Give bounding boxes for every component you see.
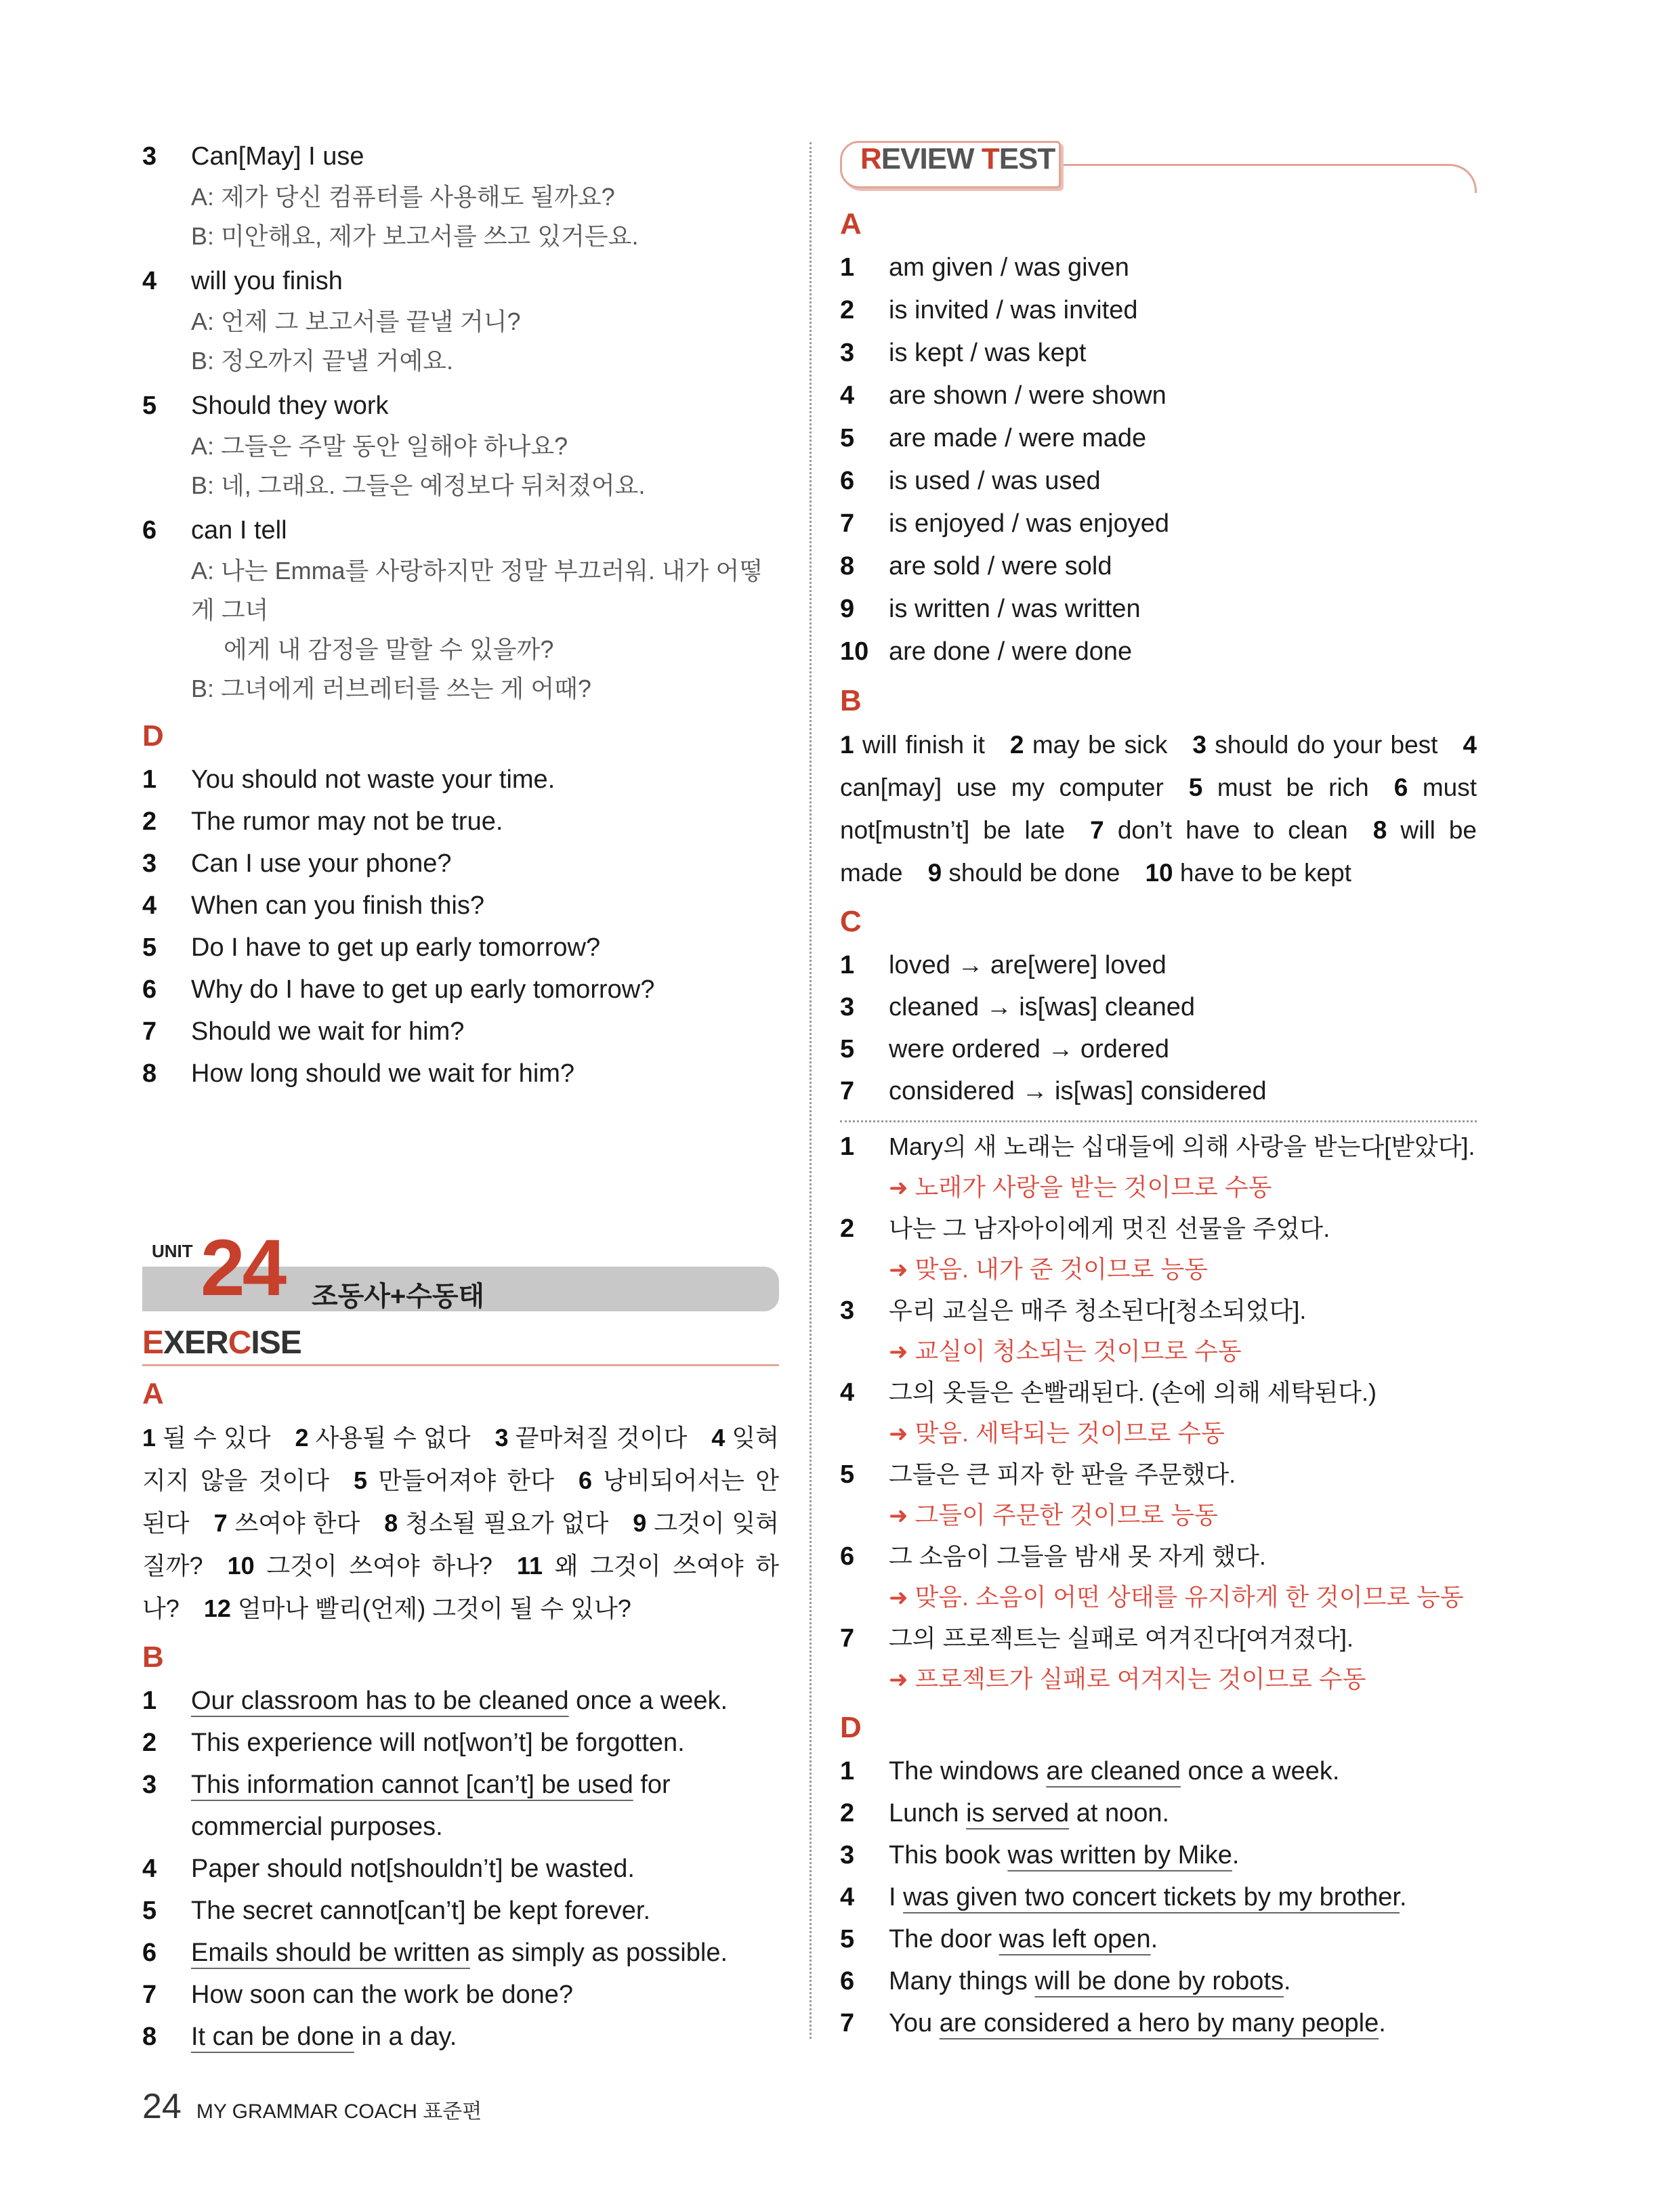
explanation-text: 그 소음이 그들을 밤새 못 자게 했다. bbox=[889, 1542, 1266, 1570]
item-text: will be made bbox=[840, 816, 1477, 887]
list-item bbox=[840, 1834, 1477, 1876]
dialogue-b: B: 정오까지 끝낼 거예요. bbox=[191, 347, 454, 375]
item-number: 4 bbox=[840, 1378, 855, 1407]
item-number: 3 bbox=[142, 849, 157, 878]
underlined-answer: Our classroom has to be cleaned bbox=[191, 1687, 569, 1715]
list-item bbox=[142, 509, 779, 708]
list-item bbox=[840, 1876, 1477, 1918]
item-number: 3 bbox=[142, 142, 157, 171]
answer-text: 교실이 청소되는 것이므로 수동 bbox=[915, 1337, 1242, 1365]
item-number: 5 bbox=[142, 933, 157, 962]
answer-list-d bbox=[142, 759, 779, 1095]
item-number: 7 bbox=[142, 1017, 157, 1046]
item-text: 될 수 있다 bbox=[163, 1424, 271, 1452]
item-text: 사용될 수 없다 bbox=[315, 1424, 471, 1452]
item-number: 9 bbox=[840, 595, 855, 623]
item-text bbox=[191, 1848, 779, 1890]
answer-text: 맞음. 내가 준 것이므로 능동 bbox=[915, 1255, 1209, 1283]
underlined-answer: will be done by robots bbox=[1034, 1967, 1284, 1995]
item-number: 5 bbox=[142, 1897, 157, 1925]
item-text: are sold / were sold bbox=[889, 552, 1112, 580]
explanation-answer bbox=[889, 1495, 1477, 1536]
arrow-icon: ➜ bbox=[889, 1667, 908, 1693]
item-text: are shown / were shown bbox=[889, 381, 1167, 410]
answer-post: . bbox=[1379, 2009, 1386, 2037]
list-item bbox=[840, 545, 1477, 588]
explanation-item bbox=[840, 1536, 1477, 1618]
answer-rest: How soon can the work be done? bbox=[191, 1981, 574, 2009]
list-item bbox=[840, 1028, 1477, 1070]
item-number: 3 bbox=[142, 1771, 157, 1799]
item-number: 4 bbox=[1463, 731, 1477, 759]
list-item bbox=[840, 1960, 1477, 2002]
list-item bbox=[142, 1722, 779, 1764]
item-number: 12 bbox=[203, 1594, 231, 1622]
review-a-answers bbox=[840, 247, 1477, 673]
item-number: 7 bbox=[1090, 816, 1104, 844]
answer-rest: The secret cannot[can’t] be kept forever. bbox=[191, 1897, 651, 1925]
item-number: 11 bbox=[516, 1552, 543, 1580]
item-text: 낭비되어서는 안 된다 bbox=[142, 1466, 779, 1537]
item-number: 5 bbox=[840, 1460, 855, 1489]
item-number: 6 bbox=[840, 1967, 855, 1995]
answer-post: at noon. bbox=[1069, 1799, 1170, 1827]
item-text: When can you finish this? bbox=[191, 891, 485, 920]
item-number: 10 bbox=[227, 1552, 255, 1580]
item-number: 1 bbox=[142, 765, 157, 794]
item-text: are made / were made bbox=[889, 424, 1147, 452]
underlined-answer: are cleaned bbox=[1046, 1757, 1181, 1785]
answer-pre: Many things bbox=[889, 1967, 1035, 1995]
item-text: is kept / was kept bbox=[889, 339, 1087, 367]
item-number: 6 bbox=[142, 1939, 157, 1967]
review-c-answers bbox=[840, 944, 1477, 1112]
item-number: 6 bbox=[142, 975, 157, 1004]
item-text: am given / was given bbox=[889, 253, 1129, 282]
exercise-rule bbox=[142, 1364, 779, 1366]
header-line bbox=[1064, 164, 1477, 193]
section-label-a: A bbox=[142, 1377, 164, 1410]
answer-text: 그들이 주문한 것이므로 능동 bbox=[915, 1501, 1218, 1529]
item-text: 그것이 잊혀질까? bbox=[142, 1509, 779, 1580]
list-item bbox=[840, 631, 1477, 673]
list-item bbox=[840, 460, 1477, 503]
item-text bbox=[191, 1680, 779, 1722]
list-item bbox=[840, 332, 1477, 375]
answer-post: . bbox=[1284, 1967, 1291, 1995]
unit-number: 24 bbox=[201, 1223, 285, 1313]
answer-rest: once a week. bbox=[568, 1687, 728, 1715]
item-number: 1 bbox=[142, 1687, 157, 1715]
item-text: will you finish bbox=[191, 267, 343, 295]
explanation-row bbox=[840, 1618, 1477, 1659]
list-item bbox=[142, 1680, 779, 1722]
item-number: 3 bbox=[495, 1424, 509, 1452]
list-item bbox=[840, 375, 1477, 417]
item-number: 1 bbox=[840, 951, 855, 979]
answer-post: . bbox=[1232, 1841, 1240, 1869]
underlined-answer: Emails should be written bbox=[191, 1939, 470, 1967]
answer-pre: Lunch bbox=[889, 1799, 967, 1827]
list-item bbox=[840, 1792, 1477, 1834]
item-text: 얼마나 빨리(언제) 그것이 될 수 있나? bbox=[237, 1594, 631, 1622]
arrow-icon: ➜ bbox=[889, 1585, 908, 1611]
underlined-answer: was written by Mike bbox=[1007, 1841, 1232, 1869]
arrow-icon: ➜ bbox=[889, 1339, 908, 1365]
item-text: is enjoyed / was enjoyed bbox=[889, 509, 1170, 538]
list-item bbox=[840, 503, 1477, 545]
item-text: Should they work bbox=[191, 392, 389, 420]
list-item bbox=[142, 385, 779, 505]
unit-header bbox=[142, 1223, 779, 1314]
list-item bbox=[142, 1053, 779, 1095]
item-text: is used / was used bbox=[889, 467, 1101, 495]
explanation-item bbox=[840, 1208, 1477, 1290]
dialogue-b: B: 그녀에게 러브레터를 쓰는 게 어때? bbox=[191, 675, 591, 702]
item-number: 1 bbox=[142, 1424, 156, 1452]
item-number: 4 bbox=[840, 381, 855, 410]
item-number: 4 bbox=[142, 267, 157, 295]
list-item bbox=[142, 1890, 779, 1932]
dialogue-a: A: 제가 당신 컴퓨터를 사용해도 될까요? bbox=[191, 183, 615, 211]
item-number: 8 bbox=[142, 1059, 157, 1088]
dotted-separator bbox=[840, 1120, 1477, 1122]
item-text: cleaned → is[was] cleaned bbox=[889, 993, 1196, 1021]
explanation-answer bbox=[889, 1249, 1477, 1290]
dialogue-b: B: 네, 그래요. 그들은 예정보다 뒤처졌어요. bbox=[191, 471, 646, 499]
explanation-answer bbox=[889, 1659, 1477, 1700]
item-text: is invited / was invited bbox=[889, 296, 1138, 324]
explanation-text: 그의 옷들은 손빨래된다. (손에 의해 세탁된다.) bbox=[889, 1378, 1377, 1406]
list-item bbox=[840, 247, 1477, 289]
item-number: 4 bbox=[840, 1883, 855, 1911]
left-column bbox=[142, 135, 779, 1095]
item-text: must be rich bbox=[1217, 774, 1369, 801]
underlined-answer: was given two concert tickets by my brother bbox=[903, 1883, 1400, 1911]
exercise-heading: EXERCISE bbox=[142, 1325, 301, 1361]
explanation-text: 우리 교실은 매주 청소된다[청소되었다]. bbox=[889, 1296, 1307, 1324]
item-number: 4 bbox=[711, 1424, 726, 1452]
explanation-text: 나는 그 남자아이에게 멋진 선물을 주었다. bbox=[889, 1214, 1330, 1242]
item-number: 7 bbox=[840, 1077, 855, 1105]
list-item bbox=[142, 843, 779, 885]
review-test-title: REVIEW TEST bbox=[860, 142, 1055, 175]
item-number: 2 bbox=[840, 1799, 855, 1827]
item-text bbox=[191, 1974, 779, 2016]
explanation-item bbox=[840, 1290, 1477, 1372]
section-label-c: C bbox=[840, 905, 862, 938]
item-number: 2 bbox=[142, 1729, 157, 1757]
review-c-explanations bbox=[840, 1126, 1477, 1700]
underlined-answer: was left open bbox=[999, 1925, 1151, 1953]
answer-list-c-continued bbox=[142, 135, 779, 708]
item-text: should do your best bbox=[1215, 731, 1438, 759]
item-text: are done / were done bbox=[889, 637, 1133, 666]
right-column bbox=[840, 135, 1477, 2044]
answer-post: . bbox=[1150, 1925, 1158, 1953]
explanation-answer bbox=[889, 1413, 1477, 1454]
explanation-text: 그들은 큰 피자 한 판을 주문했다. bbox=[889, 1460, 1236, 1488]
underlined-answer: This information cannot [can’t] be used bbox=[191, 1771, 633, 1799]
item-text: 잊혀지지 않을 것이다 bbox=[142, 1424, 779, 1494]
item-number: 6 bbox=[1393, 774, 1408, 801]
list-item bbox=[840, 417, 1477, 460]
page-footer bbox=[142, 2086, 482, 2127]
dialogue-b: B: 미안해요, 제가 보고서를 쓰고 있거든요. bbox=[191, 222, 639, 250]
item-number: 5 bbox=[1188, 774, 1203, 801]
answer-text: 프로젝트가 실패로 여겨지는 것이므로 수동 bbox=[915, 1665, 1366, 1693]
underlined-answer: It can be done bbox=[191, 2023, 354, 2051]
answer-rest: in a day. bbox=[354, 2023, 457, 2051]
item-text: 만들어져야 한다 bbox=[378, 1466, 554, 1494]
item-text: The rumor may not be true. bbox=[191, 807, 503, 836]
item-number: 6 bbox=[840, 1542, 855, 1571]
review-test-header bbox=[840, 135, 1477, 196]
answer-pre: The door bbox=[889, 1925, 999, 1953]
list-item bbox=[142, 801, 779, 843]
item-number: 2 bbox=[1009, 731, 1024, 759]
explanation-row bbox=[840, 1126, 1477, 1167]
arrow-icon: ➜ bbox=[889, 1421, 908, 1447]
underlined-answer: is served bbox=[966, 1799, 1070, 1827]
page-number: 24 bbox=[142, 2087, 182, 2126]
item-number: 10 bbox=[840, 637, 869, 666]
item-text: Why do I have to get up early tomorrow? bbox=[191, 975, 655, 1004]
list-item bbox=[142, 969, 779, 1011]
item-number: 7 bbox=[840, 1624, 855, 1653]
item-number: 5 bbox=[840, 1925, 855, 1953]
list-item bbox=[142, 1011, 779, 1053]
item-number: 1 bbox=[840, 731, 854, 759]
item-number: 8 bbox=[142, 2023, 157, 2051]
item-text: don’t have to clean bbox=[1117, 816, 1348, 844]
item-number: 9 bbox=[633, 1509, 647, 1537]
item-text bbox=[191, 1932, 779, 1974]
review-b-answers bbox=[840, 723, 1477, 894]
list-item bbox=[142, 2016, 779, 2058]
unit-label: UNIT bbox=[152, 1241, 193, 1261]
section-label-a: A bbox=[840, 207, 862, 240]
item-number: 3 bbox=[1192, 731, 1206, 759]
item-text: must not[mustn’t] be late bbox=[840, 774, 1477, 844]
list-item bbox=[840, 588, 1477, 631]
item-text: Should we wait for him? bbox=[191, 1017, 465, 1046]
explanation-answer bbox=[889, 1167, 1477, 1208]
item-number: 3 bbox=[840, 339, 855, 367]
answer-text: 맞음. 세탁되는 것이므로 수동 bbox=[915, 1419, 1225, 1447]
list-item bbox=[142, 885, 779, 927]
item-number: 3 bbox=[840, 993, 855, 1021]
item-text: will finish it bbox=[862, 731, 985, 759]
item-text: is written / was written bbox=[889, 595, 1141, 623]
item-number: 7 bbox=[840, 2009, 855, 2037]
item-number: 6 bbox=[840, 467, 855, 495]
item-text bbox=[889, 1918, 1477, 1960]
arrow-icon: ➜ bbox=[889, 1503, 908, 1529]
item-text bbox=[191, 2016, 779, 2058]
list-item bbox=[142, 1932, 779, 1974]
dialogue-a: A: 언제 그 보고서를 끝낼 거니? bbox=[191, 308, 521, 335]
list-item bbox=[142, 1848, 779, 1890]
dialogue-a: A: 나는 Emma를 사랑하지만 정말 부끄러워. 내가 어떻게 그녀 bbox=[191, 557, 763, 624]
item-number: 5 bbox=[142, 392, 157, 420]
explanation-row bbox=[840, 1372, 1477, 1413]
item-text bbox=[889, 1834, 1477, 1876]
item-text: Can I use your phone? bbox=[191, 849, 452, 878]
exercise-section bbox=[142, 1324, 779, 2058]
answer-post: once a week. bbox=[1180, 1757, 1340, 1785]
dialogue-a: A: 그들은 주말 동안 일해야 하나요? bbox=[191, 432, 568, 460]
list-item bbox=[142, 135, 779, 256]
item-text: have to be kept bbox=[1179, 859, 1351, 887]
explanation-row bbox=[840, 1208, 1477, 1249]
list-item bbox=[840, 944, 1477, 986]
answer-text: 맞음. 소음이 어떤 상태를 유지하게 한 것이므로 능동 bbox=[915, 1583, 1464, 1611]
list-item bbox=[840, 1918, 1477, 1960]
item-text bbox=[191, 1890, 779, 1932]
item-number: 7 bbox=[142, 1981, 157, 2009]
answer-rest: Paper should not[shouldn’t] be wasted. bbox=[191, 1855, 635, 1883]
list-item bbox=[142, 759, 779, 801]
explanation-text: 그의 프로젝트는 실패로 여겨진다[여겨졌다]. bbox=[889, 1624, 1353, 1652]
item-text: Can[May] I use bbox=[191, 142, 364, 171]
item-text: 그것이 쓰여야 하나? bbox=[266, 1552, 492, 1580]
section-label-d: D bbox=[840, 1711, 862, 1744]
item-text bbox=[889, 1960, 1477, 2002]
item-text: You should not waste your time. bbox=[191, 765, 555, 794]
list-item bbox=[142, 1764, 779, 1848]
item-text bbox=[889, 1750, 1477, 1792]
item-number: 10 bbox=[1145, 859, 1173, 887]
answer-rest: for commercial purposes. bbox=[191, 1771, 671, 1841]
answer-pre: The windows bbox=[889, 1757, 1047, 1785]
item-number: 2 bbox=[840, 296, 855, 324]
item-number: 4 bbox=[142, 1855, 157, 1883]
item-number: 8 bbox=[384, 1509, 398, 1537]
item-text bbox=[889, 1792, 1477, 1834]
answer-text: 노래가 사랑을 받는 것이므로 수동 bbox=[915, 1173, 1272, 1201]
answer-rest: as simply as possible. bbox=[469, 1939, 728, 1967]
explanation-item bbox=[840, 1372, 1477, 1454]
book-edition: 표준편 bbox=[423, 2100, 482, 2123]
arrow-icon: ➜ bbox=[889, 1175, 908, 1201]
answer-post: . bbox=[1399, 1883, 1407, 1911]
item-number: 5 bbox=[840, 424, 855, 452]
exercise-b-answers bbox=[142, 1680, 779, 2058]
answer-rest: This experience will not[won’t] be forgotten. bbox=[191, 1729, 685, 1757]
explanation-item bbox=[840, 1454, 1477, 1536]
item-number: 2 bbox=[142, 807, 157, 836]
item-text bbox=[889, 2002, 1477, 2044]
item-number: 1 bbox=[840, 1757, 855, 1785]
answer-pre: This book bbox=[889, 1841, 1008, 1869]
answer-pre: You bbox=[889, 2009, 940, 2037]
item-number: 6 bbox=[578, 1466, 593, 1494]
item-number: 6 bbox=[142, 516, 157, 545]
list-item bbox=[142, 260, 779, 381]
exercise-a-answers bbox=[142, 1416, 779, 1630]
underlined-answer: are considered a hero by many people bbox=[939, 2009, 1379, 2037]
item-number: 5 bbox=[353, 1466, 367, 1494]
answer-pre: I bbox=[889, 1883, 904, 1911]
item-number: 2 bbox=[840, 1214, 855, 1243]
item-number: 9 bbox=[927, 859, 942, 887]
item-text: 왜 그것이 쓰여야 하나? bbox=[142, 1552, 780, 1622]
list-item bbox=[142, 1974, 779, 2016]
dialogue-a-continued: 에게 내 감정을 말할 수 있을까? bbox=[224, 635, 554, 663]
item-number: 8 bbox=[1372, 816, 1387, 844]
book-title: MY GRAMMAR COACH bbox=[196, 2100, 417, 2123]
item-text bbox=[889, 1876, 1477, 1918]
section-label-d: D bbox=[142, 719, 164, 753]
list-item bbox=[142, 927, 779, 969]
item-number: 8 bbox=[840, 552, 855, 580]
item-number: 7 bbox=[840, 509, 855, 538]
column-divider bbox=[810, 142, 812, 2039]
item-number: 3 bbox=[840, 1296, 855, 1325]
item-text: were ordered → ordered bbox=[889, 1035, 1169, 1063]
section-label-b: B bbox=[840, 684, 862, 717]
explanation-row bbox=[840, 1290, 1477, 1331]
item-text: can I tell bbox=[191, 516, 287, 545]
item-text: loved → are[were] loved bbox=[889, 951, 1167, 979]
explanation-row bbox=[840, 1536, 1477, 1577]
item-number: 4 bbox=[142, 891, 157, 920]
list-item bbox=[840, 289, 1477, 332]
item-number: 3 bbox=[840, 1841, 855, 1869]
list-item bbox=[840, 1070, 1477, 1112]
section-label-b: B bbox=[142, 1641, 164, 1674]
item-text: 청소될 필요가 없다 bbox=[405, 1509, 609, 1537]
item-number: 7 bbox=[213, 1509, 228, 1537]
item-number: 1 bbox=[840, 253, 855, 282]
item-text: should be done bbox=[948, 859, 1120, 887]
arrow-icon: ➜ bbox=[889, 1257, 908, 1283]
item-number: 2 bbox=[295, 1424, 309, 1452]
explanation-answer bbox=[889, 1331, 1477, 1372]
item-text: How long should we wait for him? bbox=[191, 1059, 575, 1088]
explanation-answer bbox=[889, 1577, 1477, 1618]
list-item bbox=[840, 1750, 1477, 1792]
explanation-item bbox=[840, 1618, 1477, 1700]
item-text: 쓰여야 한다 bbox=[234, 1509, 360, 1537]
item-number: 1 bbox=[840, 1133, 855, 1161]
list-item bbox=[840, 986, 1477, 1028]
item-number: 5 bbox=[840, 1035, 855, 1063]
review-d-answers bbox=[840, 1750, 1477, 2044]
unit-title: 조동사+수동태 bbox=[312, 1282, 485, 1311]
item-text: 끝마쳐질 것이다 bbox=[515, 1424, 688, 1452]
item-text: may be sick bbox=[1032, 731, 1168, 759]
explanation-text: Mary의 새 노래는 십대들에 의해 사랑을 받는다[받았다]. bbox=[889, 1133, 1475, 1160]
item-text: considered → is[was] considered bbox=[889, 1077, 1267, 1105]
explanation-item bbox=[840, 1126, 1477, 1208]
item-text: Do I have to get up early tomorrow? bbox=[191, 933, 601, 962]
item-text bbox=[191, 1722, 779, 1764]
explanation-row bbox=[840, 1454, 1477, 1495]
list-item bbox=[840, 2002, 1477, 2044]
item-text bbox=[191, 1764, 779, 1848]
item-text: can[may] use my computer bbox=[840, 774, 1164, 801]
